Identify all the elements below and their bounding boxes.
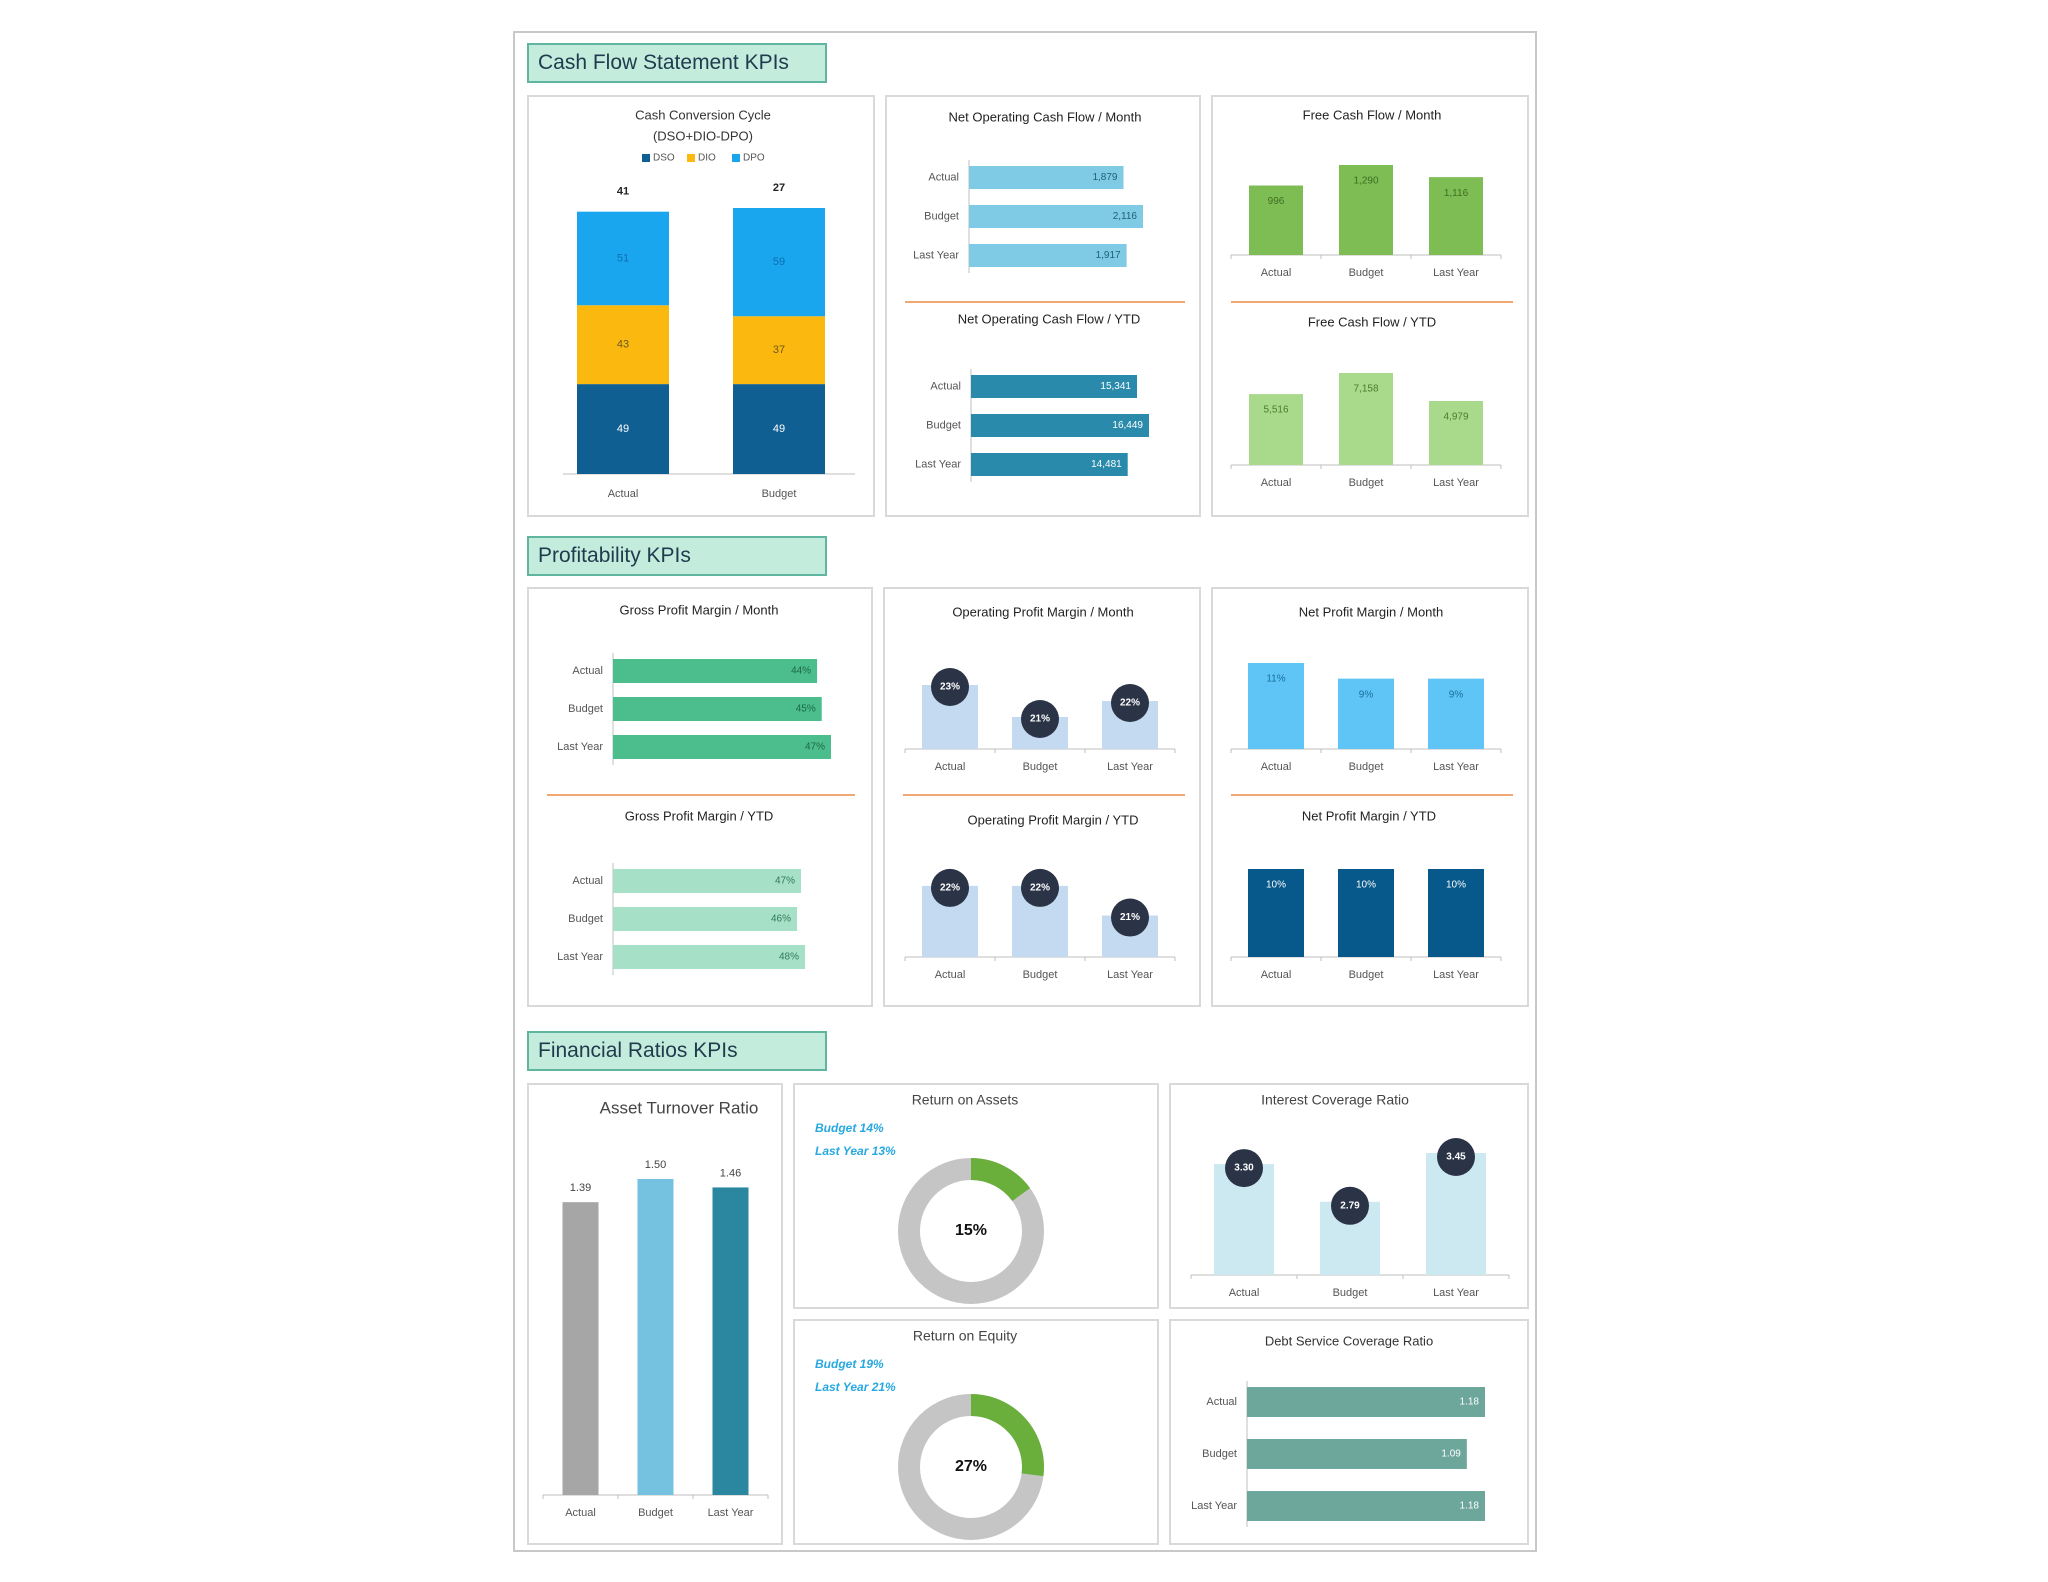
nocf-ytd-label-1: 16,449 [1112, 420, 1143, 432]
gpm-ytd-bar-1 [613, 907, 797, 931]
dscr-bar-2 [1247, 1491, 1485, 1521]
asset-label-2: 1.46 [719, 1167, 742, 1180]
section-title-cash-flow: Cash Flow Statement KPIs [527, 43, 827, 83]
nocf-ytd-title: Net Operating Cash Flow / YTD [957, 311, 1141, 327]
opm-month-cat-2: Last Year [1107, 760, 1153, 773]
opm-ytd-title: Operating Profit Margin / YTD [967, 812, 1139, 828]
gpm-ytd-label-1: 46% [770, 913, 791, 925]
dscr-cat-2: Last Year [1191, 1499, 1237, 1512]
asset-cat-1: Budget [638, 1506, 673, 1519]
fcf-month-label-1: 1,290 [1353, 175, 1379, 187]
opm-ytd-label-2: 21% [1119, 912, 1141, 924]
npm-ytd-label-0: 10% [1265, 879, 1287, 891]
fcf-ytd-label-0: 5,516 [1263, 404, 1289, 416]
ccc-label-dio-1: 37 [772, 344, 786, 357]
icr-label-1: 2.79 [1340, 1200, 1360, 1212]
asset-turnover-chart [529, 1085, 785, 1547]
fcf-month-cat-0: Actual [1260, 266, 1292, 279]
roe-chart [795, 1321, 1161, 1547]
nocf-month-label-0: 1,879 [1092, 172, 1118, 184]
roe-panel [793, 1319, 1159, 1545]
gpm-month-bar-2 [613, 735, 831, 759]
icr-label-0: 3.30 [1234, 1162, 1254, 1174]
ccc-chart [529, 97, 877, 519]
dscr-title: Debt Service Coverage Ratio [1264, 1333, 1434, 1349]
npm-ytd-label-1: 10% [1355, 879, 1377, 891]
ccc-legend-label-2: DPO [743, 152, 765, 164]
gpm-ytd-cat-2: Last Year [557, 950, 603, 963]
section-title-profitability: Profitability KPIs [527, 536, 827, 576]
nocf-month-label-1: 2,116 [1112, 211, 1137, 223]
nocf-panel [885, 95, 1201, 517]
icr-cat-0: Actual [1228, 1286, 1260, 1299]
fcf-month-title: Free Cash Flow / Month [1302, 107, 1442, 123]
opm-ytd-cat-0: Actual [934, 968, 966, 981]
asset-turnover-panel [527, 1083, 783, 1545]
gpm-month-label-1: 45% [795, 703, 816, 715]
npm-ytd-title: Net Profit Margin / YTD [1301, 808, 1437, 824]
opm-month-label-2: 22% [1119, 697, 1141, 709]
roa-chart [795, 1085, 1161, 1311]
roe-title: Return on Equity [912, 1327, 1018, 1344]
npm-ytd-label-2: 10% [1445, 879, 1467, 891]
asset-label-0: 1.39 [569, 1182, 592, 1195]
ccc-label-dio-0: 43 [616, 338, 630, 351]
dscr-cat-0: Actual [1206, 1395, 1237, 1408]
icr-cat-2: Last Year [1433, 1286, 1479, 1299]
roe-budget-note: Budget 19% [815, 1357, 884, 1372]
dscr-label-2: 1.18 [1459, 1500, 1479, 1512]
roa-donut-value [971, 1169, 1021, 1195]
ccc-title-line1: Cash Conversion Cycle [635, 107, 771, 123]
icr-cat-1: Budget [1332, 1286, 1368, 1299]
gpm-month-title: Gross Profit Margin / Month [619, 602, 779, 618]
nocf-ytd-cat-2: Last Year [915, 458, 961, 471]
npm-month-label-1: 9% [1358, 689, 1374, 701]
nocf-chart [887, 97, 1203, 519]
fcf-ytd-cat-0: Actual [1260, 476, 1292, 489]
fcf-ytd-label-1: 7,158 [1353, 383, 1379, 395]
npm-ytd-cat-2: Last Year [1433, 968, 1479, 981]
gpm-ytd-label-0: 47% [774, 875, 795, 887]
fcf-month-cat-2: Last Year [1433, 266, 1479, 279]
dscr-cat-1: Budget [1202, 1447, 1237, 1460]
ccc-title-line2: (DSO+DIO-DPO) [652, 128, 754, 144]
asset-turnover-title: Asset Turnover Ratio [599, 1098, 759, 1118]
opm-month-title: Operating Profit Margin / Month [952, 604, 1134, 620]
nocf-month-title: Net Operating Cash Flow / Month [948, 109, 1142, 125]
fcf-ytd-label-2: 4,979 [1443, 411, 1469, 423]
gpm-month-bar-1 [613, 697, 822, 721]
npm-panel [1211, 587, 1529, 1007]
nocf-month-cat-0: Actual [928, 171, 959, 184]
ccc-label-dso-1: 49 [772, 422, 786, 435]
nocf-month-label-2: 1,917 [1095, 250, 1121, 262]
ccc-total-0: 41 [616, 185, 630, 198]
icr-chart [1171, 1085, 1531, 1311]
gpm-ytd-bar-0 [613, 869, 801, 893]
fcf-panel [1211, 95, 1529, 517]
npm-month-cat-2: Last Year [1433, 760, 1479, 773]
opm-month-cat-0: Actual [934, 760, 966, 773]
ccc-label-dso-0: 49 [616, 422, 630, 435]
opm-ytd-cat-2: Last Year [1107, 968, 1153, 981]
gpm-chart [529, 589, 875, 1009]
asset-bar-2 [713, 1187, 749, 1495]
nocf-ytd-label-0: 15,341 [1100, 381, 1132, 393]
npm-month-title: Net Profit Margin / Month [1298, 604, 1444, 620]
fcf-ytd-cat-2: Last Year [1433, 476, 1479, 489]
roa-panel [793, 1083, 1159, 1309]
npm-month-cat-0: Actual [1260, 760, 1292, 773]
opm-ytd-label-1: 22% [1029, 882, 1051, 894]
roa-title: Return on Assets [911, 1091, 1019, 1108]
icr-panel [1169, 1083, 1529, 1309]
asset-cat-2: Last Year [707, 1506, 754, 1519]
dscr-bar-1 [1247, 1439, 1467, 1469]
gpm-ytd-bar-2 [613, 945, 805, 969]
dscr-chart [1171, 1321, 1531, 1547]
icr-label-2: 3.45 [1446, 1151, 1466, 1163]
npm-month-label-2: 9% [1448, 689, 1464, 701]
ccc-panel [527, 95, 875, 517]
nocf-ytd-cat-1: Budget [926, 419, 961, 432]
ccc-cat-1: Budget [761, 487, 797, 500]
gpm-ytd-cat-0: Actual [572, 874, 603, 887]
gpm-ytd-cat-1: Budget [568, 912, 603, 925]
nocf-month-cat-1: Budget [924, 210, 959, 223]
gpm-month-cat-1: Budget [568, 702, 603, 715]
ccc-label-dpo-0: 51 [616, 252, 630, 265]
fcf-month-cat-1: Budget [1348, 266, 1384, 279]
gpm-month-cat-2: Last Year [557, 740, 603, 753]
roe-ly-note: Last Year 21% [815, 1380, 896, 1395]
dscr-label-1: 1.09 [1441, 1448, 1461, 1460]
gpm-month-label-2: 47% [804, 741, 825, 753]
fcf-ytd-cat-1: Budget [1348, 476, 1384, 489]
asset-bar-0 [563, 1202, 599, 1495]
fcf-ytd-title: Free Cash Flow / YTD [1307, 314, 1437, 330]
ccc-label-dpo-1: 59 [772, 256, 786, 269]
gpm-month-cat-0: Actual [572, 664, 603, 677]
dashboard-page [513, 31, 1537, 1552]
roa-center-label: 15% [954, 1222, 988, 1240]
npm-chart [1213, 589, 1531, 1009]
ccc-cat-0: Actual [607, 487, 639, 500]
nocf-month-cat-2: Last Year [913, 249, 959, 262]
fcf-month-label-0: 996 [1267, 196, 1285, 208]
npm-month-label-0: 11% [1266, 673, 1286, 685]
dscr-panel [1169, 1319, 1529, 1545]
fcf-month-label-2: 1,116 [1443, 187, 1469, 199]
opm-month-cat-1: Budget [1022, 760, 1058, 773]
ccc-legend-swatch-0 [642, 154, 650, 162]
ccc-legend-label-1: DIO [698, 152, 716, 164]
npm-ytd-cat-1: Budget [1348, 968, 1384, 981]
gpm-ytd-title: Gross Profit Margin / YTD [624, 808, 774, 824]
opm-ytd-label-0: 22% [939, 882, 961, 894]
roe-center-label: 27% [954, 1458, 988, 1476]
section-title-ratios: Financial Ratios KPIs [527, 1031, 827, 1071]
dscr-bar-0 [1247, 1387, 1485, 1417]
opm-month-label-0: 23% [939, 681, 961, 693]
opm-month-label-1: 21% [1029, 713, 1051, 725]
nocf-ytd-cat-0: Actual [930, 380, 961, 393]
gpm-month-label-0: 44% [791, 665, 812, 677]
dscr-label-0: 1.18 [1459, 1396, 1479, 1408]
opm-panel [883, 587, 1201, 1007]
ccc-legend-swatch-1 [687, 154, 695, 162]
asset-label-1: 1.50 [644, 1158, 667, 1171]
roa-ly-note: Last Year 13% [815, 1144, 896, 1159]
fcf-ytd-bar-2 [1429, 401, 1483, 465]
ccc-total-1: 27 [772, 181, 786, 194]
gpm-ytd-label-2: 48% [778, 951, 799, 963]
ccc-legend-label-0: DSO [653, 152, 675, 164]
nocf-ytd-label-2: 14,481 [1091, 459, 1122, 471]
npm-ytd-cat-0: Actual [1260, 968, 1292, 981]
asset-bar-1 [638, 1179, 674, 1495]
roa-budget-note: Budget 14% [815, 1121, 884, 1136]
asset-cat-0: Actual [565, 1506, 596, 1519]
gpm-panel [527, 587, 873, 1007]
icr-title: Interest Coverage Ratio [1261, 1091, 1409, 1108]
opm-ytd-cat-1: Budget [1022, 968, 1058, 981]
ccc-legend-swatch-2 [732, 154, 740, 162]
npm-month-cat-1: Budget [1348, 760, 1384, 773]
opm-chart [885, 589, 1203, 1009]
fcf-chart [1213, 97, 1531, 519]
gpm-month-bar-0 [613, 659, 817, 683]
